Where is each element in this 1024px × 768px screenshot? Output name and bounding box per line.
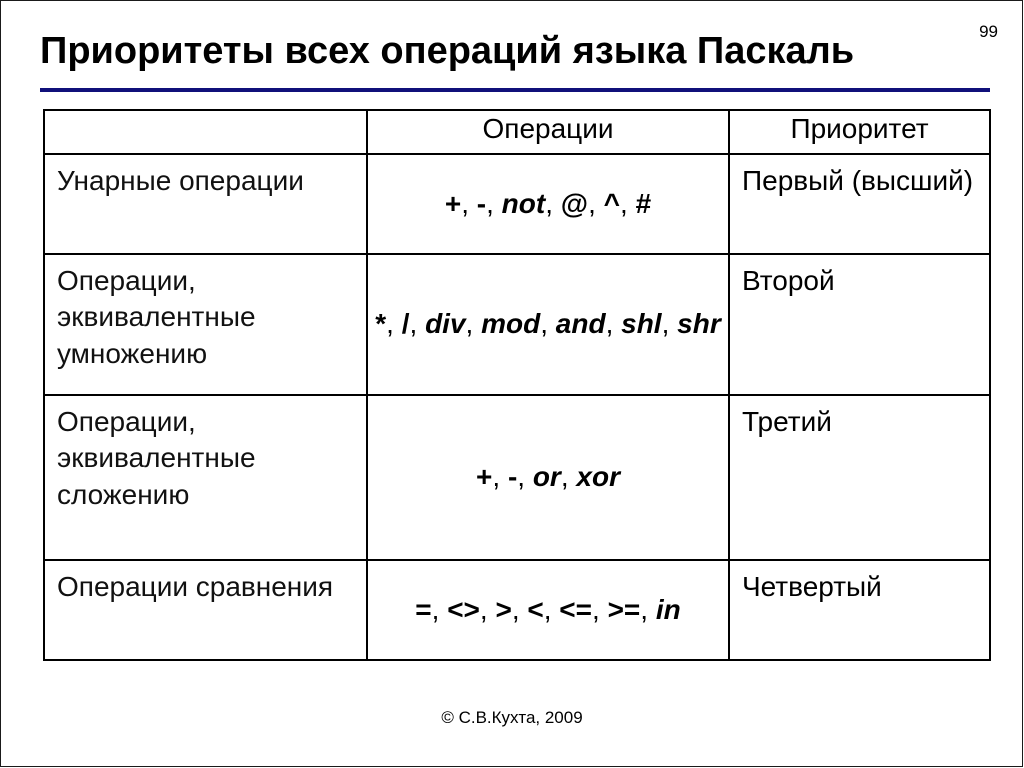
operation-token: <=	[559, 593, 592, 625]
operation-token: -	[476, 187, 487, 219]
operation-token: <	[527, 593, 544, 625]
operation-separator: ,	[620, 187, 636, 219]
table-row	[44, 154, 990, 254]
operation-token: <>	[447, 593, 480, 625]
priority-cell: Четвертый	[729, 560, 990, 660]
operation-token: mod	[481, 308, 541, 340]
operation-token: #	[635, 187, 652, 219]
title-underline	[40, 88, 990, 92]
operations-cell	[367, 560, 729, 660]
operation-token: =	[415, 593, 432, 625]
header-priority: Приоритет	[729, 110, 990, 154]
operation-separator: ,	[386, 308, 402, 340]
category-cell: Операции сравнения	[44, 560, 367, 660]
operation-separator: ,	[511, 593, 528, 625]
operation-token: not	[501, 187, 546, 219]
page-title: Приоритеты всех операций языка Паскаль	[40, 30, 855, 72]
operation-separator: ,	[605, 308, 622, 340]
table-row	[44, 254, 990, 395]
operation-token: *	[375, 308, 387, 340]
operation-token: shl	[621, 308, 662, 340]
operation-token: div	[425, 308, 466, 340]
operation-token: shr	[677, 308, 721, 340]
operation-separator: ,	[461, 187, 477, 219]
operation-separator: ,	[640, 593, 656, 625]
operation-list	[476, 461, 620, 492]
category-cell: Унарные операции	[44, 154, 367, 254]
priority-table	[43, 109, 991, 661]
operation-token: >=	[607, 593, 641, 625]
operation-token: in	[655, 593, 681, 625]
operation-token: +	[444, 187, 462, 219]
operation-token: and	[555, 308, 606, 340]
slide-number: 99	[979, 22, 998, 41]
priority-cell: Второй	[729, 254, 990, 395]
operation-separator: ,	[409, 308, 426, 340]
table-row	[44, 395, 990, 560]
operation-token: @	[560, 187, 589, 219]
priority-cell: Третий	[729, 395, 990, 560]
priority-cell: Первый (высший)	[729, 154, 990, 254]
operation-separator: ,	[543, 593, 560, 625]
operation-separator: ,	[588, 187, 604, 219]
operation-token: >	[495, 593, 512, 625]
operation-separator: ,	[479, 593, 496, 625]
operation-list	[375, 308, 720, 339]
operation-separator: ,	[465, 308, 482, 340]
table-row	[44, 560, 990, 660]
operation-separator: ,	[545, 187, 561, 219]
operation-separator: ,	[492, 461, 508, 493]
operations-cell	[367, 154, 729, 254]
operation-token: ^	[603, 187, 620, 219]
operation-separator: ,	[540, 308, 556, 340]
operation-token: +	[476, 461, 493, 493]
operations-cell	[367, 254, 729, 395]
operation-list	[415, 594, 680, 625]
operations-cell	[367, 395, 729, 560]
header-operations: Операции	[367, 110, 729, 154]
operation-list	[445, 188, 651, 219]
operation-token: or	[532, 461, 561, 493]
operation-separator: ,	[431, 593, 448, 625]
operation-token: -	[507, 461, 518, 493]
operation-separator: ,	[517, 461, 533, 493]
operation-separator: ,	[661, 308, 678, 340]
operation-separator: ,	[486, 187, 502, 219]
table-header-row	[44, 110, 990, 154]
copyright-footer: © С.В.Кухта, 2009	[441, 708, 583, 727]
operation-token: xor	[576, 461, 620, 493]
header-empty-cell	[44, 110, 367, 154]
operation-token: /	[401, 308, 410, 340]
category-cell: Операции, эквивалентные сложению	[44, 395, 367, 560]
category-cell: Операции, эквивалентные умножению	[44, 254, 367, 395]
operation-separator: ,	[560, 461, 577, 493]
operation-separator: ,	[592, 593, 608, 625]
